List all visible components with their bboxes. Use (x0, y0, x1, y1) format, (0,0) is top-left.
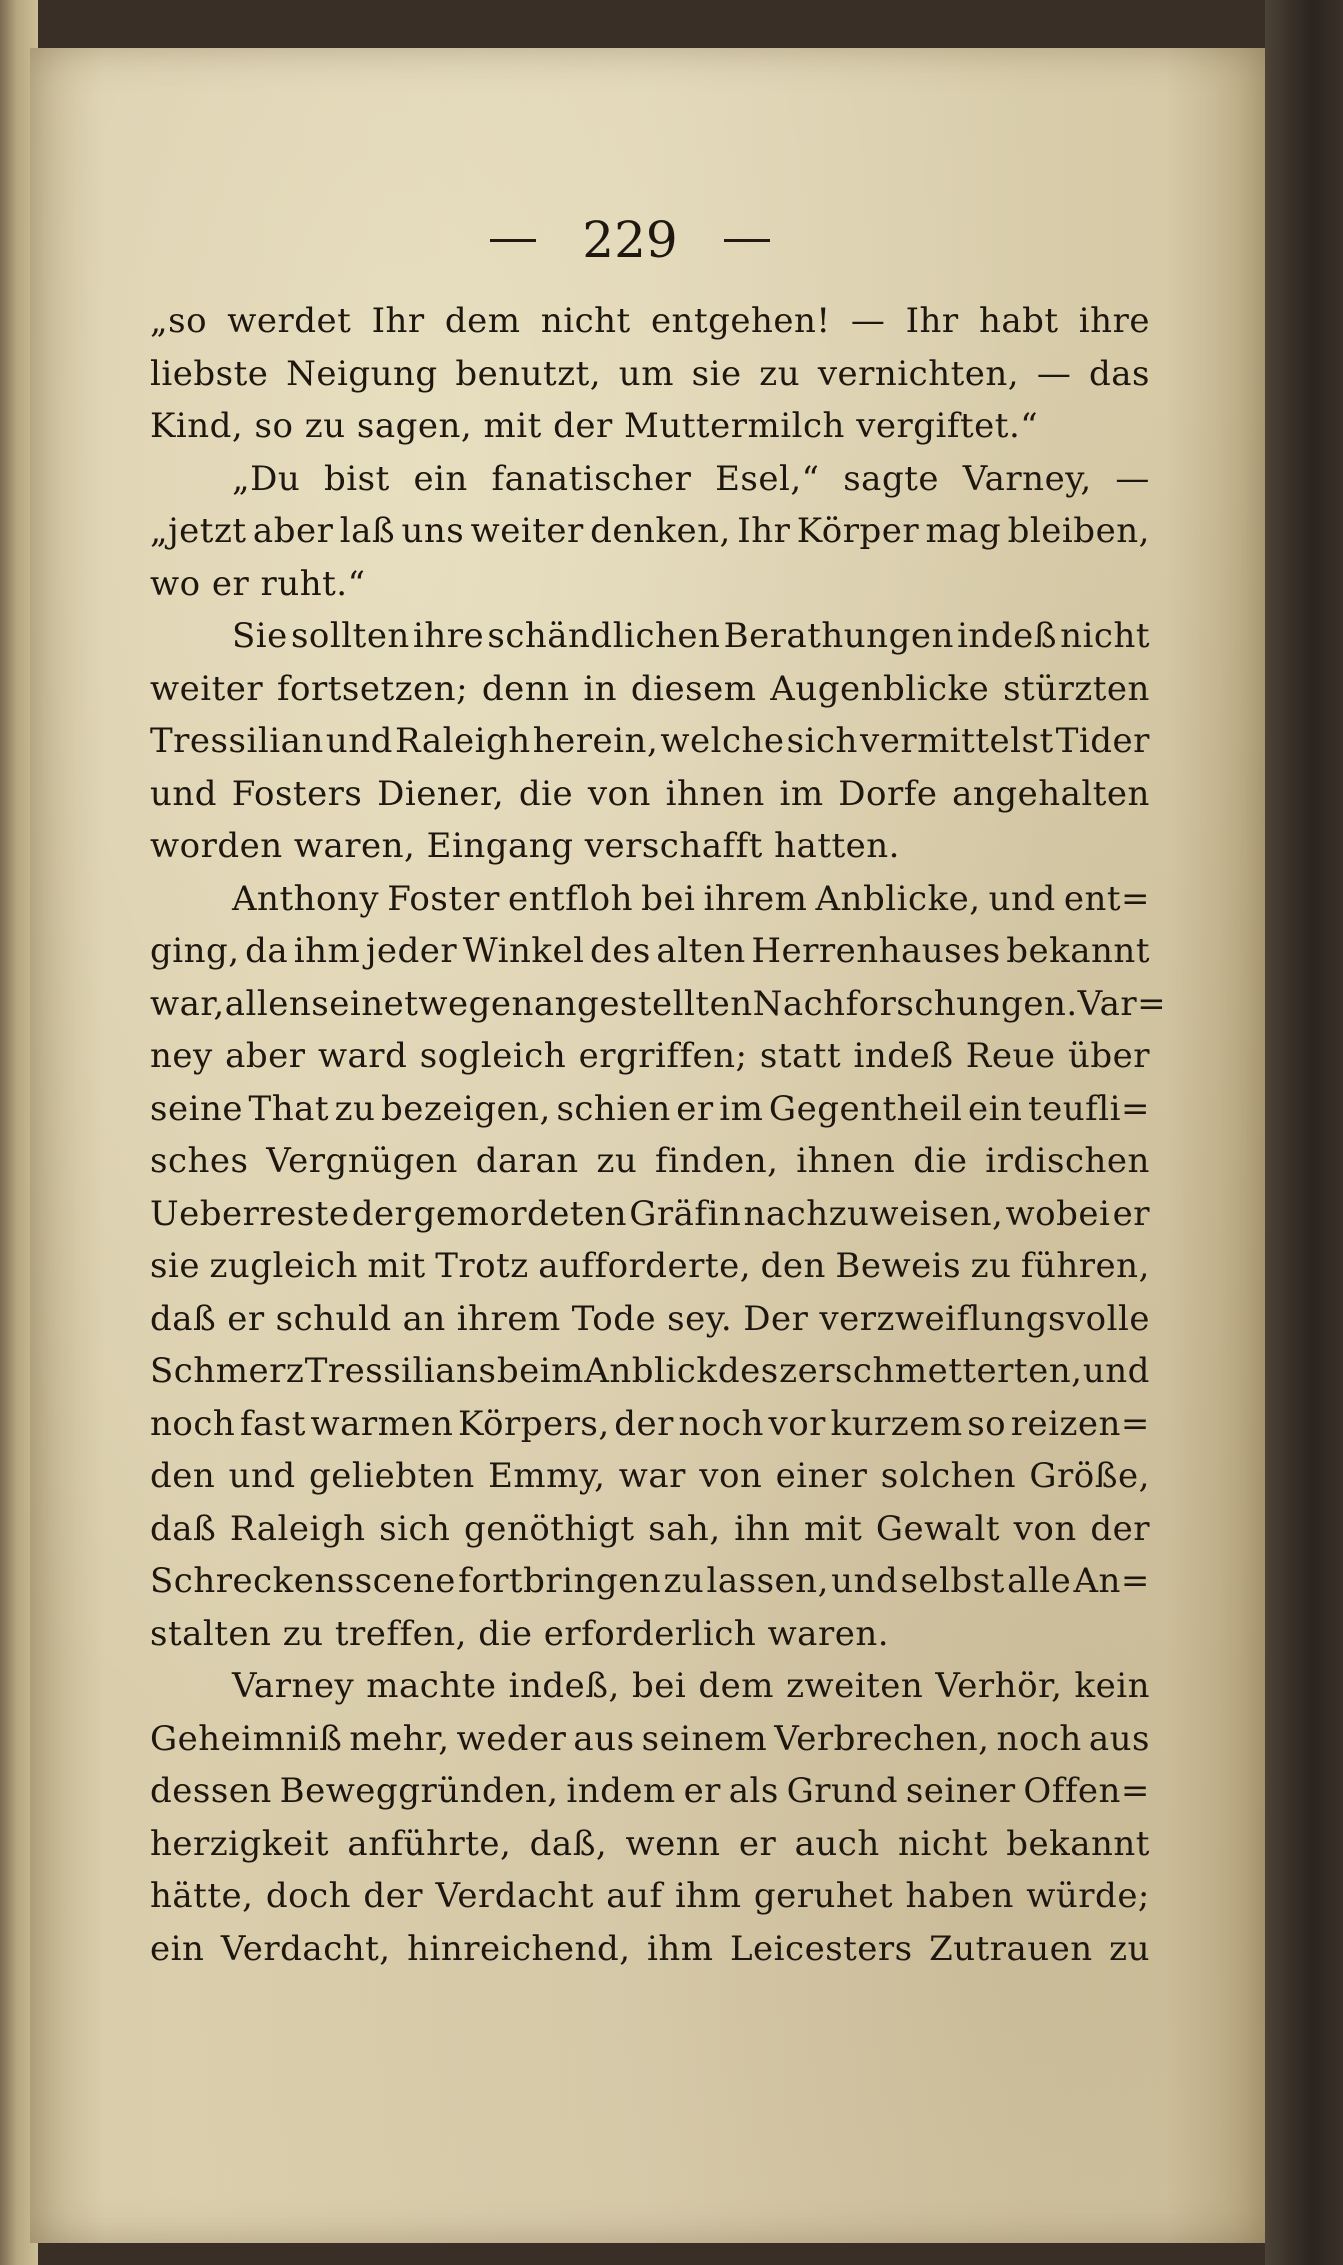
header-dash-left (490, 239, 536, 242)
text-line: „so werdet Ihr dem nicht entgehen! — Ihr habt ihre (150, 301, 1150, 341)
text-line: den und geliebten Emmy, war von einer solchen Größe, (150, 1456, 1150, 1496)
text-line: sches Vergnügen daran zu finden, ihnen die irdischen (150, 1141, 1150, 1181)
text-line: sie zugleich mit Trotz aufforderte, den Beweis zu führen, (150, 1246, 1150, 1286)
text-line: Sie sollten ihre schändlichen Berathungen indeß nicht (232, 616, 1150, 656)
text-line: „jetzt aber laß uns weiter denken, Ihr Körper mag bleiben, (150, 511, 1150, 551)
text-line: Tressilian und Raleigh herein, welche sich vermittelst Tider (150, 721, 1150, 761)
text-line: Schreckensscene fortbringen zu lassen, und selbst alle An= (150, 1561, 1150, 1601)
text-line: hätte, doch der Verdacht auf ihm geruhet haben würde; (150, 1876, 1150, 1916)
text-line: ging, da ihm jeder Winkel des alten Herrenhauses bekannt (150, 931, 1150, 971)
text-line: Varney machte indeß, bei dem zweiten Verhör, kein (232, 1666, 1150, 1706)
text-line: worden waren, Eingang verschafft hatten. (150, 826, 900, 866)
text-line: Ueberreste der gemordeten Gräfin nachzuweisen, wobei er (150, 1193, 1150, 1234)
text-line: ney aber ward sogleich ergriffen; statt indeß Reue über (150, 1036, 1150, 1076)
text-line: dessen Beweggründen, indem er als Grund seiner Offen= (150, 1771, 1150, 1811)
text-line: weiter fortsetzen; denn in diesem Augenblicke stürzten (150, 668, 1150, 709)
page-number: 229 (582, 211, 678, 269)
text-line: noch fast warmen Körpers, der noch vor kurzem so reizen= (150, 1403, 1150, 1444)
page-header (440, 205, 820, 275)
text-line: ein Verdacht, hinreichend, ihm Leicesters Zutrauen zu (150, 1928, 1150, 1969)
text-line: daß Raleigh sich genöthigt sah, ihn mit Gewalt von der (150, 1508, 1150, 1549)
text-line: Anthony Foster entfloh bei ihrem Anblicke, und ent= (232, 878, 1150, 919)
text-line: daß er schuld an ihrem Tode sey. Der verzweiflungsvolle (150, 1298, 1150, 1339)
text-line: stalten zu treffen, die erforderlich waren. (150, 1613, 890, 1654)
text-line: wo er ruht.“ (150, 563, 366, 604)
text-line: seine That zu bezeigen, schien er im Gegentheil ein teufli= (150, 1088, 1150, 1129)
text-line: und Fosters Diener, die von ihnen im Dorfe angehalten (150, 773, 1150, 814)
body-text (150, 295, 1167, 1975)
header-dash-right (724, 239, 770, 242)
book-cover-edge (1265, 0, 1343, 2265)
text-line: Schmerz Tressilians beim Anblick des zerschmetterten, und (150, 1351, 1150, 1391)
text-line: herzigkeit anführte, daß, wenn er auch nicht bekannt (150, 1823, 1150, 1864)
text-line: „Du bist ein fanatischer Esel,“ sagte Varney, — (232, 458, 1150, 499)
text-line: Geheimniß mehr, weder aus seinem Verbrechen, noch aus (150, 1718, 1150, 1759)
text-line: war, allen seinetwegen angestellten Nachforschungen. Var= (150, 983, 1167, 1024)
text-line: liebste Neigung benutzt, um sie zu vernichten, — das (150, 353, 1150, 394)
text-line: Kind, so zu sagen, mit der Muttermilch vergiftet.“ (150, 406, 1039, 446)
